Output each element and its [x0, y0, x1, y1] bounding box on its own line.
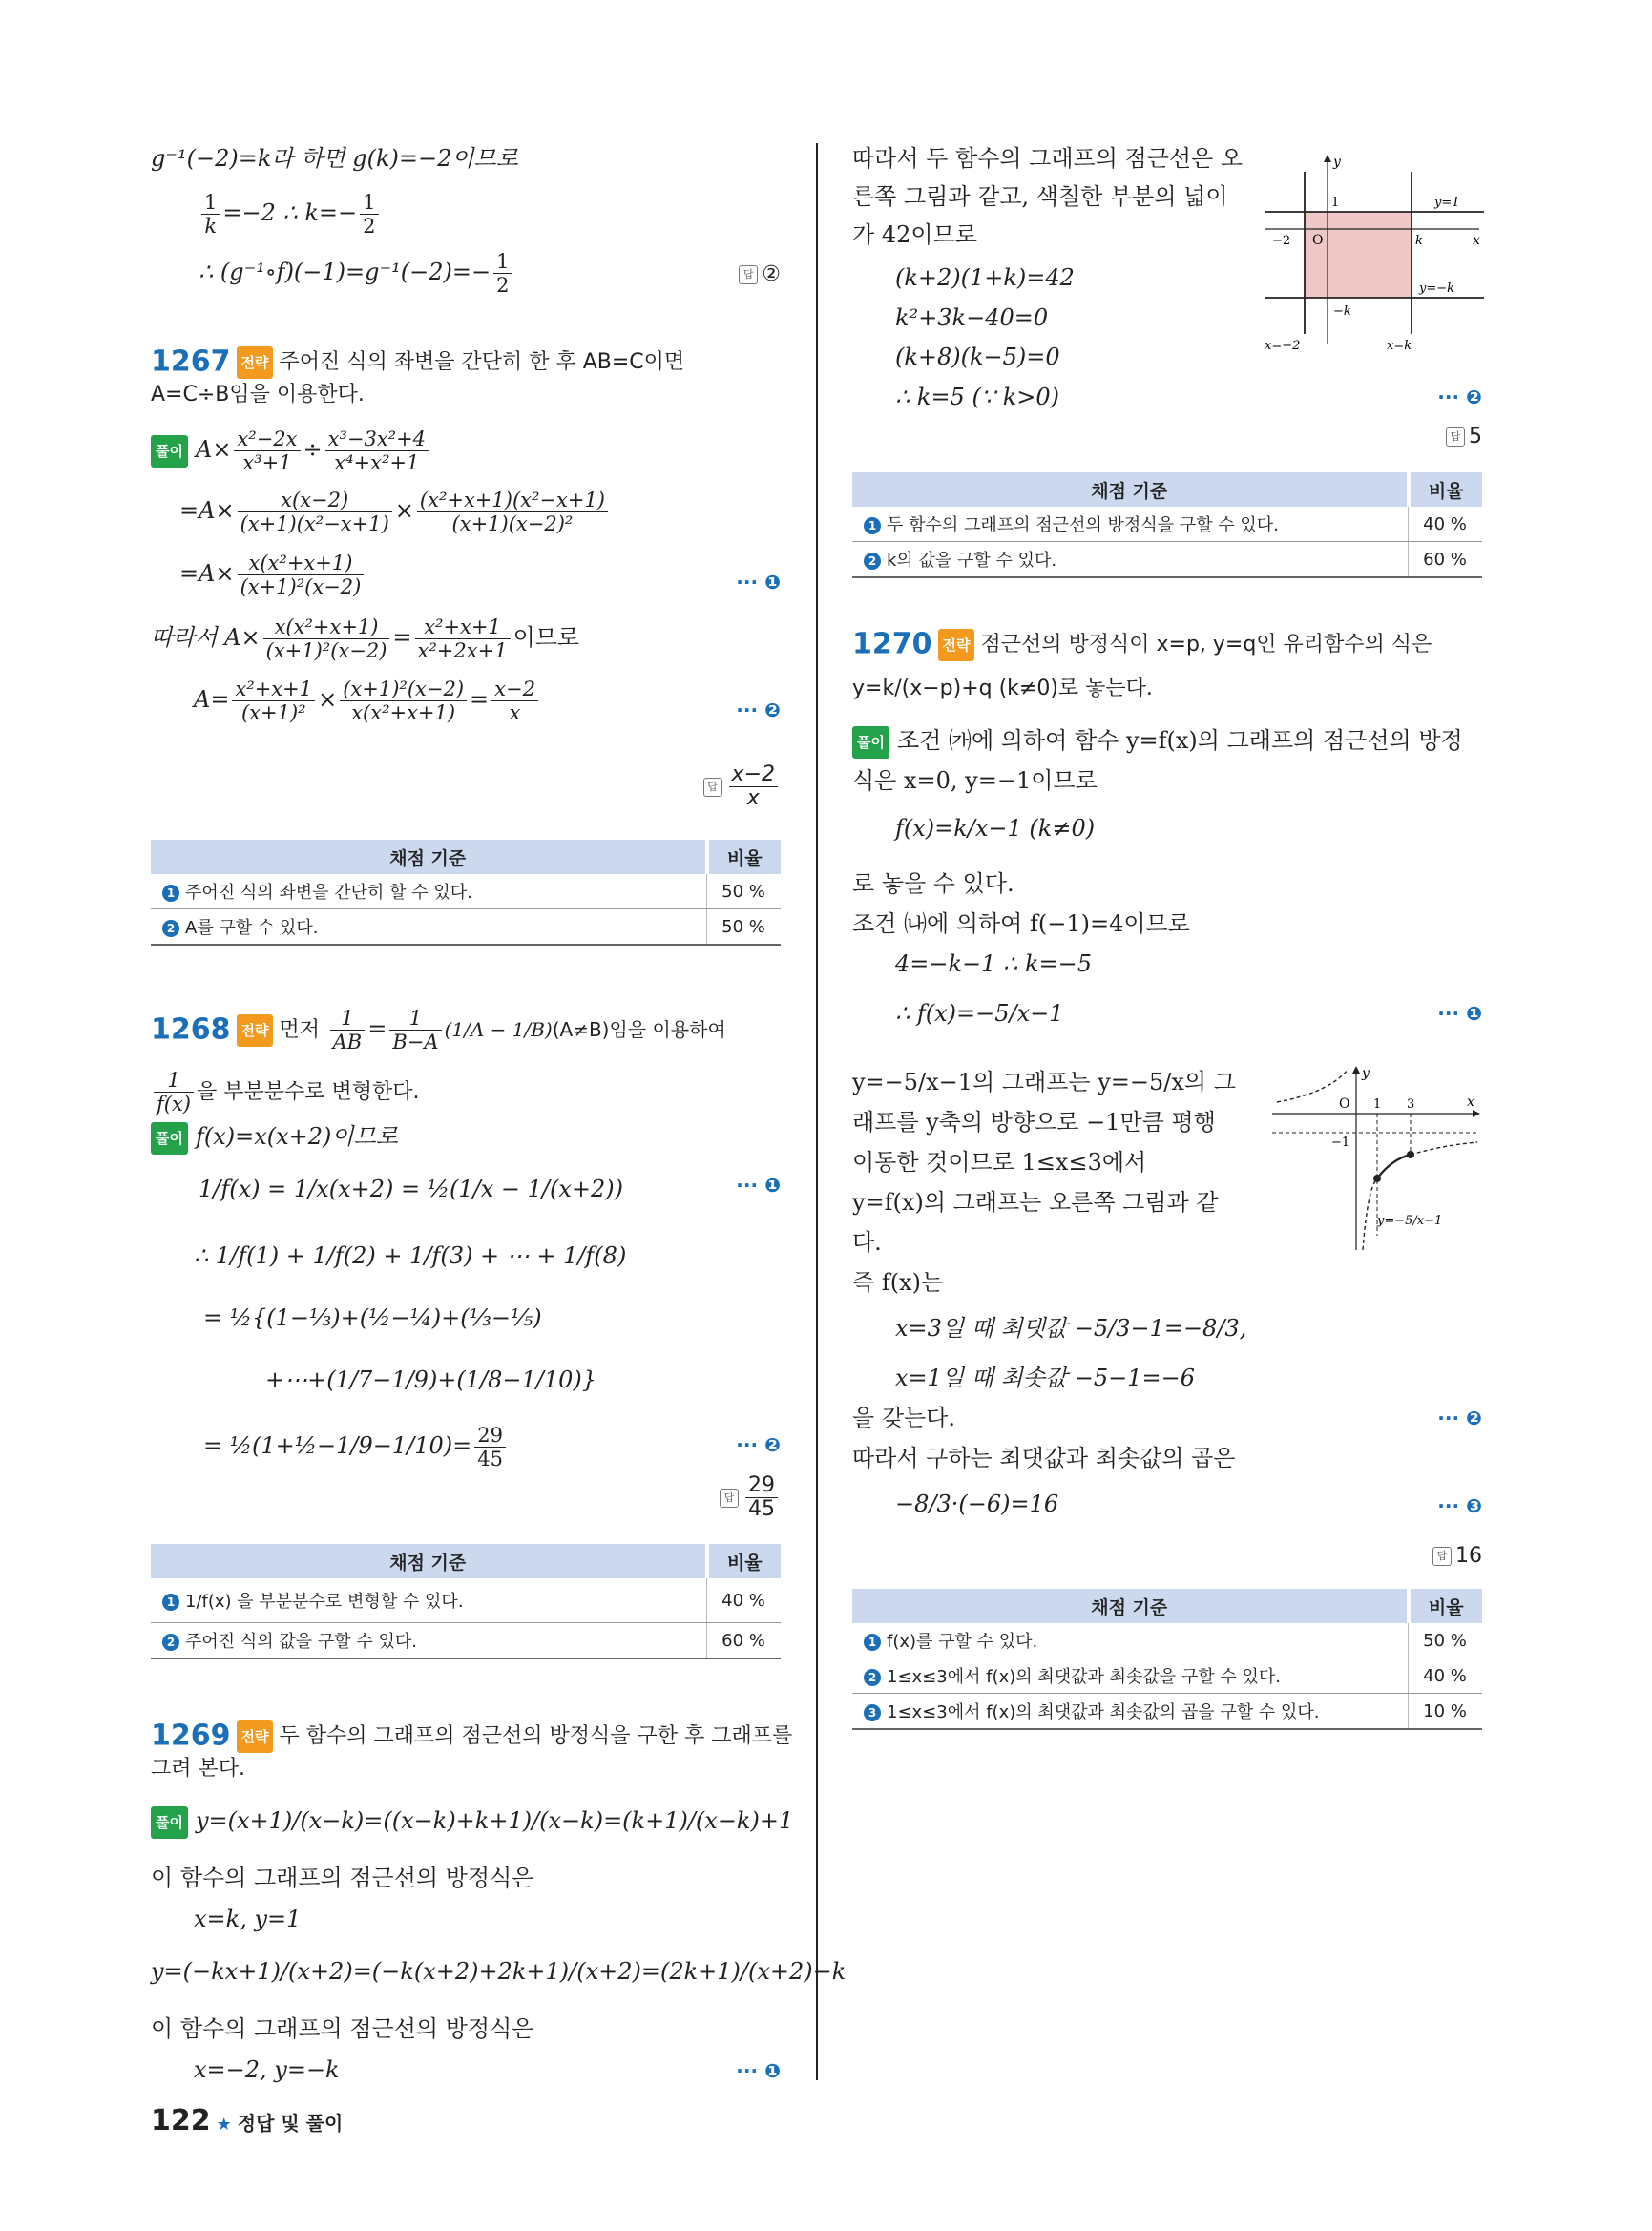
step-marker-3: ··· ❸: [1437, 1494, 1482, 1517]
text-line: 풀이 조건 ㈎에 의하여 함수 y=f(x)의 그래프의 점근선의 방정: [852, 725, 1463, 759]
answer-icon: 답: [1432, 1547, 1452, 1566]
asymptote-label: x=k: [1387, 339, 1412, 353]
step-marker-1: ··· ❶: [736, 2059, 781, 2082]
math-line: 풀이 f(x)=x(x+2)이므로: [151, 1121, 398, 1155]
tick-label: −2: [1272, 234, 1291, 248]
problem-1268-header: 1268 전략 먼저 $\frac{1}{AB}$ = $\frac{1}{B-A}$ (1/A − 1/B)(A≠B)임을 이용하여: [151, 1007, 726, 1053]
math-line: (k+8)(k−5)=0: [895, 344, 1060, 370]
asymptote-graph: [1265, 153, 1484, 353]
table-row: 2 주어진 식의 값을 구할 수 있다. 60 %: [151, 1623, 781, 1659]
text-line: 이동한 것이므로 1≤x≤3에서: [852, 1149, 1147, 1176]
tick-label: 1: [1331, 196, 1340, 210]
x-axis-arrow-icon: [1473, 1110, 1480, 1117]
curve-label: y=−5/x−1: [1377, 1214, 1443, 1228]
text-line: 이 함수의 그래프의 점근선의 방정식은: [151, 2015, 534, 2042]
asymptote-label: y=1: [1434, 196, 1460, 210]
y-axis-label: y: [1333, 155, 1341, 170]
table-row: 2 A를 구할 수 있다. 50 %: [151, 909, 781, 946]
step-marker-2: ··· ❷: [736, 1433, 781, 1456]
endpoint: [1407, 1151, 1414, 1158]
text-line: 을 갖는다.: [852, 1405, 955, 1431]
tick-label: 3: [1407, 1097, 1415, 1112]
math-line: 1/f(x) = 1/x(x+2) = ½(1/x − 1/(x+2)): [199, 1176, 624, 1202]
step-marker-2: ··· ❷: [1437, 1407, 1482, 1429]
scoring-table-1270: 채점 기준 비율 1 f(x)를 구할 수 있다. 50 % 2 1≤x≤3에서 f(x)의 최댓값과 최솟값을 구할 수 있다. 40 % 3 1≤x≤3에서 f(x)의 최댓값과 최솟값의 곱을 구할 수 있다. 10 %: [852, 1589, 1482, 1730]
math-line: ∴ f(x)=−5/x−1: [895, 1000, 1064, 1027]
y-axis-label: y: [1362, 1066, 1370, 1081]
answer-mark: 답 16: [1432, 1544, 1482, 1568]
x-axis-label: x: [1473, 233, 1480, 248]
step-marker-1: ··· ❶: [1437, 1002, 1482, 1025]
star-icon: ★: [216, 2115, 232, 2135]
math-line: k²+3k−40=0: [895, 304, 1049, 331]
answer-icon: 답: [739, 265, 758, 284]
origin-label: O: [1339, 1096, 1350, 1112]
text-line: g⁻¹(−2)=k라 하면 g(k)=−2이므로: [151, 145, 518, 172]
math-line: ∴ (g⁻¹∘f)(−1)=g⁻¹(−2)=− $\frac{1}{2}$: [199, 250, 515, 297]
math-line: −8/3·(−6)=16: [895, 1491, 1059, 1517]
text-line: 이 함수의 그래프의 점근선의 방정식은: [151, 1865, 534, 1891]
asymptote-label: x=−2: [1265, 339, 1301, 353]
hyperbola-solid-segment: [1377, 1155, 1411, 1178]
answer-mark: 답 $\frac{x-2}{x}$: [703, 763, 781, 810]
answer-mark: 답 ②: [739, 262, 781, 286]
math-line: =A× $\frac{\text{x(x²+x+1)}}{\text{(x+1)²(x−2)}}$: [179, 552, 366, 598]
step-marker-2: ··· ❷: [1437, 386, 1482, 408]
footer-label: 정답 및 풀이: [237, 2112, 344, 2135]
text-line: y=−5/x−1의 그래프는 y=−5/x의 그: [852, 1069, 1236, 1095]
page-footer: [151, 2104, 343, 2137]
math-line: ∴ k=5 (∵ k>0): [895, 384, 1059, 410]
tick-label: −k: [1333, 304, 1351, 319]
math-line: =A× $\frac{x(x-2)}{\text{(x+1)(x²−x+1)}}$ × $\frac{\text{(x²+x+1)(x²−x+1)}}{\text{(x+1)(x−2)²}}$: [179, 489, 611, 535]
table-row: 1 1/f(x) 을 부분분수로 변형할 수 있다. 40 %: [151, 1578, 781, 1623]
text-line: 른쪽 그림과 같고, 색칠한 부분의 넓이: [852, 183, 1228, 210]
problem-1267-header: 1267 전략 주어진 식의 좌변을 간단히 한 후 AB=C이면: [151, 344, 685, 379]
math-line: y=(−kx+1)/(x+2)=(−k(x+2)+2k+1)/(x+2)=(2k+1)/(x+2)−k: [151, 1958, 847, 1985]
page-number: 122: [151, 2104, 211, 2137]
problem-1270-header: 1270 전략 점근선의 방정식이 x=p, y=q인 유리함수의 식은: [852, 627, 1432, 661]
text-line: 따라서 두 함수의 그래프의 점근선은 오: [852, 145, 1244, 172]
answer-icon: 답: [1446, 427, 1465, 447]
text-line: 다.: [852, 1229, 882, 1256]
strategy-line: $\frac{1}{f(x)}$ 을 부분분수로 변형한다.: [151, 1069, 420, 1116]
math-line: x=−2, y=−k: [194, 2056, 340, 2083]
table-row: 1 두 함수의 그래프의 점근선의 방정식을 구할 수 있다. 40 %: [852, 507, 1482, 542]
hyperbola-right-dashed: [1363, 1178, 1377, 1250]
text-line: 로 놓을 수 있다.: [852, 870, 1014, 897]
math-line: 풀이 A× $\frac{\text{x²−2x}}{\text{x³+1}}$ ÷ $\frac{\text{x³−3x²+4}}{\text{x⁴+x²+1}}$: [151, 427, 431, 474]
table-row: 2 1≤x≤3에서 f(x)의 최댓값과 최솟값을 구할 수 있다. 40 %: [852, 1658, 1482, 1694]
text-line: 식은 x=0, y=−1이므로: [852, 767, 1098, 794]
math-line: $\frac{1}{k}$ =−2 ∴ k=− $\frac{1}{2}$: [199, 191, 382, 238]
column-divider: [816, 143, 818, 2080]
table-row: 2 k의 값을 구할 수 있다. 60 %: [852, 542, 1482, 578]
shaded-region: [1305, 212, 1412, 298]
math-line: f(x)=k/x−1 (k≠0): [895, 815, 1096, 842]
tick-label: −1: [1331, 1136, 1350, 1150]
math-line: 4=−k−1 ∴ k=−5: [895, 950, 1092, 977]
tick-label: k: [1415, 234, 1423, 248]
text-line: 래프를 y축의 방향으로 −1만큼 평행: [852, 1109, 1216, 1136]
strategy-line: A=C÷B임을 이용한다.: [151, 383, 365, 407]
answer-mark: 답 $\frac{29}{45}$: [720, 1474, 781, 1521]
text-line: y=f(x)의 그래프는 오른쪽 그림과 같: [852, 1189, 1219, 1216]
tick-label: 1: [1373, 1097, 1382, 1112]
hyperbola-graph: [1272, 1064, 1482, 1255]
scoring-table-1268: 채점 기준 비율 1 1/f(x) 을 부분분수로 변형할 수 있다. 40 % 2 주어진 식의 값을 구할 수 있다. 60 %: [151, 1544, 781, 1659]
hyperbola-left-branch: [1277, 1069, 1349, 1102]
endpoint: [1373, 1175, 1381, 1182]
origin-label: O: [1312, 233, 1324, 248]
math-line: x=k, y=1: [194, 1906, 302, 1932]
scoring-table-1267: 채점 기준 비율 1 주어진 식의 좌변을 간단히 할 수 있다. 50 % 2 A를 구할 수 있다. 50 %: [151, 840, 781, 946]
answer-mark: 답 5: [1446, 425, 1482, 448]
problem-1269-header: 1269 전략 두 함수의 그래프의 점근선의 방정식을 구한 후 그래프를: [151, 1719, 793, 1753]
step-marker-2: ··· ❷: [736, 698, 781, 721]
x-axis-label: x: [1467, 1095, 1474, 1110]
math-line: 따라서 A× $\frac{\text{x(x²+x+1)}}{\text{(x+1)²(x−2)}}$ = $\frac{\text{x²+x+1}}{\text{x²+2x+1}}$ 이므로: [151, 615, 580, 662]
math-line: +⋯+(1/7−1/9)+(1/8−1/10)}: [265, 1366, 597, 1393]
step-marker-1: ··· ❶: [736, 571, 781, 594]
strategy-line: y=k/(x−p)+q (k≠0)로 놓는다.: [852, 677, 1153, 700]
answer-icon: 답: [720, 1489, 739, 1508]
math-line: x=3일 때 최댓값 −5/3−1=−8/3,: [895, 1315, 1247, 1342]
asymptote-label: y=−k: [1419, 281, 1455, 296]
hyperbola-right-tail: [1411, 1142, 1477, 1155]
y-axis-arrow-icon: [1352, 1066, 1360, 1074]
y-axis-arrow-icon: [1324, 155, 1331, 162]
math-line: A= $\frac{\text{x²+x+1}}{\text{(x+1)²}}$ × $\frac{\text{(x+1)²(x−2)}}{\text{x(x²+x+1)}}$ = $\frac{x-2}{x}$: [194, 678, 541, 724]
step-marker-1: ··· ❶: [736, 1174, 781, 1197]
math-line: ∴ 1/f(1) + 1/f(2) + 1/f(3) + ⋯ + 1/f(8): [194, 1242, 627, 1269]
table-row: 1 주어진 식의 좌변을 간단히 할 수 있다. 50 %: [151, 874, 781, 909]
math-line: = ½(1+½−1/9−1/10)= $\frac{29}{45}$: [203, 1424, 509, 1470]
text-line: 조건 ㈏에 의하여 f(−1)=4이므로: [852, 910, 1190, 937]
scoring-table-1269: 채점 기준 비율 1 두 함수의 그래프의 점근선의 방정식을 구할 수 있다. 40 % 2 k의 값을 구할 수 있다. 60 %: [852, 472, 1482, 578]
text-line: 따라서 구하는 최댓값과 최솟값의 곱은: [852, 1445, 1236, 1471]
math-line: = ½{(1−⅓)+(½−¼)+(⅓−⅕): [203, 1304, 542, 1331]
strategy-line: 그려 본다.: [151, 1757, 245, 1781]
math-line: 풀이 y=(x+1)/(x−k)=((x−k)+k+1)/(x−k)=(k+1)/(x−k)+1: [151, 1805, 793, 1839]
table-row: 3 1≤x≤3에서 f(x)의 최댓값과 최솟값의 곱을 구할 수 있다. 10 %: [852, 1694, 1482, 1730]
answer-icon: 답: [703, 778, 722, 797]
math-line: x=1일 때 최솟값 −5−1=−6: [895, 1365, 1195, 1391]
table-row: 1 f(x)를 구할 수 있다. 50 %: [852, 1623, 1482, 1658]
text-line: 가 42이므로: [852, 221, 977, 248]
math-line: (k+2)(1+k)=42: [895, 264, 1075, 291]
text-line: 즉 f(x)는: [852, 1269, 944, 1296]
